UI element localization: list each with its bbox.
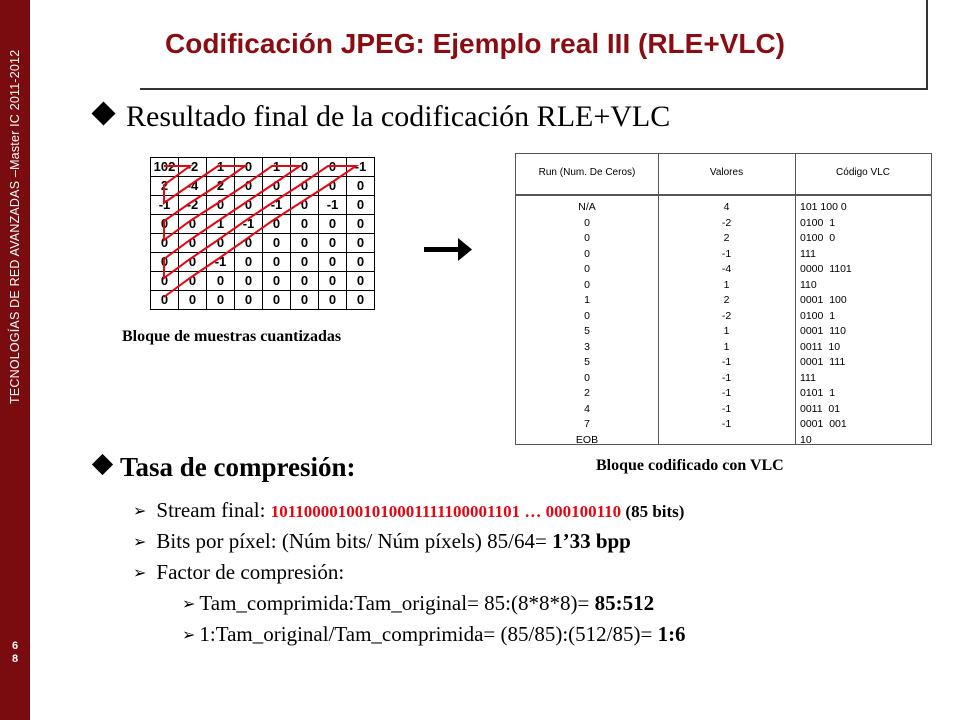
vlc-code-cell: 0101 1 bbox=[800, 387, 836, 399]
matrix-cell: 1 bbox=[207, 158, 235, 177]
matrix-cell: 1 bbox=[263, 158, 291, 177]
matrix-cell: 0 bbox=[235, 196, 263, 215]
matrix-cell: 0 bbox=[347, 215, 375, 234]
vlc-code-cell: 0100 0 bbox=[800, 232, 836, 244]
matrix-row bbox=[151, 291, 375, 310]
vlc-run-cell: 1 bbox=[584, 294, 590, 306]
matrix-row bbox=[151, 215, 375, 234]
vlc-code-cell: 111 bbox=[800, 371, 816, 384]
vlc-value-cell: -1 bbox=[721, 371, 732, 384]
vlc-value-cell bbox=[658, 433, 795, 449]
matrix-row bbox=[151, 272, 375, 291]
factor-line bbox=[133, 560, 344, 585]
matrix-cell: 2 bbox=[151, 177, 179, 196]
vlc-run-cell: 5 bbox=[584, 356, 590, 368]
vlc-run-cell: 0 bbox=[584, 247, 590, 260]
arrow-bullet-icon: ➢ bbox=[133, 563, 147, 582]
sidebar-bar bbox=[0, 0, 30, 720]
diamond-bullet-icon bbox=[92, 454, 113, 475]
vlc-run-cell: 0 bbox=[584, 309, 590, 322]
matrix-row bbox=[151, 177, 375, 196]
matrix-cell: 0 bbox=[207, 196, 235, 215]
vlc-value-cell: -1 bbox=[721, 247, 732, 260]
vlc-header-code: Código VLC bbox=[836, 167, 890, 178]
matrix-cell: 0 bbox=[291, 234, 319, 253]
vlc-value-cell: 2 bbox=[723, 232, 730, 244]
vlc-run-cell: 0 bbox=[584, 278, 590, 291]
matrix-cell: 0 bbox=[291, 272, 319, 291]
bpp-value: 1’33 bpp bbox=[552, 529, 631, 553]
matrix-cell: 0 bbox=[263, 177, 291, 196]
matrix-cell: 0 bbox=[179, 272, 207, 291]
bullet-result-text: Resultado final de la codificación RLE+VLC bbox=[126, 100, 671, 133]
stream-bits: 101100001001010001111100001101 … 000100110 bbox=[270, 502, 622, 521]
vlc-code-cell: 0100 1 bbox=[800, 309, 836, 322]
vlc-code-cell: 101 100 0 bbox=[800, 201, 847, 213]
matrix-cell: 0 bbox=[291, 253, 319, 272]
matrix-cell: 0 bbox=[263, 234, 291, 253]
ratio2-label: 1:Tam_original/Tam_comprimida= (85/85):(512/85)= bbox=[199, 622, 658, 646]
bullet-result bbox=[95, 100, 670, 134]
matrix-row bbox=[151, 158, 375, 177]
vlc-code-cell: 0100 1 bbox=[800, 216, 836, 229]
quantized-block-matrix bbox=[150, 157, 375, 310]
matrix-caption: Bloque de muestras cuantizadas bbox=[122, 328, 342, 345]
matrix-cell: 0 bbox=[151, 215, 179, 234]
matrix-cell: -1 bbox=[263, 196, 291, 215]
title-frame-vertical bbox=[926, 0, 928, 88]
ratio1-value: 85:512 bbox=[594, 591, 655, 615]
stream-bit-count: (85 bits) bbox=[621, 502, 685, 521]
matrix-cell: 0 bbox=[207, 291, 235, 310]
vlc-caption: Bloque codificado con VLC bbox=[596, 457, 784, 474]
page-number-digit: 6 bbox=[11, 640, 19, 652]
matrix-cell: 0 bbox=[207, 234, 235, 253]
matrix-cell: 0 bbox=[347, 234, 375, 253]
ratio1-label: Tam_comprimida:Tam_original= 85:(8*8*8)= bbox=[199, 591, 595, 615]
matrix-cell: 0 bbox=[179, 215, 207, 234]
vlc-header-values: Valores bbox=[709, 167, 744, 178]
vlc-code-cell: 0001 100 bbox=[800, 294, 847, 306]
matrix-cell: 0 bbox=[347, 272, 375, 291]
matrix-cell: 0 bbox=[263, 253, 291, 272]
matrix-cell: 0 bbox=[151, 253, 179, 272]
arrow-bullet-icon: ➢ bbox=[182, 594, 196, 613]
matrix-cell: 0 bbox=[347, 196, 375, 215]
matrix-cell: 0 bbox=[235, 177, 263, 196]
vlc-run-cell: 4 bbox=[584, 402, 590, 415]
vlc-run-cell: 0 bbox=[584, 371, 590, 384]
matrix-cell: -1 bbox=[207, 253, 235, 272]
matrix-cell: -1 bbox=[151, 196, 179, 215]
matrix-cell: 0 bbox=[151, 234, 179, 253]
matrix-cell: 0 bbox=[319, 177, 347, 196]
vlc-value-cell: 1 bbox=[723, 325, 730, 337]
matrix-cell: 0 bbox=[347, 177, 375, 196]
matrix-cell: 0 bbox=[263, 272, 291, 291]
vlc-code-cell: 0001 111 bbox=[800, 356, 846, 368]
matrix-cell: 0 bbox=[235, 158, 263, 177]
vlc-value-cell: -2 bbox=[721, 216, 732, 229]
matrix-cell: 0 bbox=[235, 234, 263, 253]
vlc-code-cell: 0001 110 bbox=[800, 325, 846, 337]
vlc-value-cell: -1 bbox=[721, 402, 732, 415]
sidebar-course-label: TECNOLOGÍAS DE RED AVANZADAS –Master IC 2011-2012 bbox=[8, 49, 22, 405]
matrix-cell: 0 bbox=[179, 291, 207, 310]
matrix-cell: 0 bbox=[151, 272, 179, 291]
factor-label: Factor de compresión: bbox=[156, 560, 345, 584]
vlc-code-column bbox=[800, 200, 930, 448]
vlc-value-cell: -4 bbox=[721, 263, 732, 275]
matrix-cell: 0 bbox=[235, 272, 263, 291]
vlc-value-cell: 1 bbox=[723, 278, 730, 291]
matrix-cell: 0 bbox=[207, 272, 235, 291]
arrow-bullet-icon: ➢ bbox=[182, 625, 196, 644]
vlc-run-cell: 3 bbox=[584, 340, 590, 353]
ratio1-line bbox=[182, 591, 654, 616]
matrix-cell: 0 bbox=[319, 291, 347, 310]
vlc-code-cell: 0011 10 bbox=[800, 340, 841, 353]
matrix-cell: 0 bbox=[347, 291, 375, 310]
vlc-code-cell: 110 bbox=[800, 278, 817, 291]
vlc-value-cell: 1 bbox=[723, 340, 730, 353]
vlc-run-cell: 7 bbox=[584, 418, 590, 430]
matrix-cell: 0 bbox=[151, 291, 179, 310]
matrix-cell: -2 bbox=[179, 158, 207, 177]
vlc-value-cell: -2 bbox=[721, 309, 732, 322]
stream-line bbox=[133, 498, 684, 523]
slide-title: Codificación JPEG: Ejemplo real III (RLE+VLC) bbox=[165, 28, 786, 59]
matrix-row bbox=[151, 234, 375, 253]
right-arrow-icon bbox=[424, 235, 474, 265]
matrix-cell: 0 bbox=[319, 234, 347, 253]
matrix-cell: 0 bbox=[179, 234, 207, 253]
vlc-value-cell: 4 bbox=[723, 201, 730, 213]
vlc-code-cell: 0001 001 bbox=[800, 418, 847, 430]
vlc-values-column bbox=[658, 200, 795, 448]
matrix-cell: 0 bbox=[319, 272, 347, 291]
vlc-column-divider bbox=[795, 154, 796, 444]
ratio2-line bbox=[182, 622, 686, 647]
vlc-run-cell: 5 bbox=[584, 325, 590, 337]
matrix-cell: 0 bbox=[179, 253, 207, 272]
stream-label: Stream final: bbox=[156, 498, 271, 522]
diamond-bullet-icon bbox=[91, 101, 115, 125]
vlc-run-cell: EOB bbox=[575, 433, 599, 446]
bullet-compression bbox=[95, 452, 356, 483]
matrix-cell: 2 bbox=[207, 177, 235, 196]
vlc-header-run: Run (Num. De Ceros) bbox=[538, 167, 636, 178]
matrix-cell: 0 bbox=[263, 291, 291, 310]
vlc-value-cell: -1 bbox=[721, 418, 732, 430]
vlc-run-cell: 0 bbox=[584, 232, 590, 244]
matrix-cell: 0 bbox=[235, 253, 263, 272]
vlc-run-column bbox=[516, 200, 658, 448]
page-number-digit: 8 bbox=[11, 653, 19, 665]
matrix-cell: 0 bbox=[319, 253, 347, 272]
vlc-run-cell: 0 bbox=[584, 263, 590, 275]
matrix-cell: 0 bbox=[319, 215, 347, 234]
vlc-run-cell: N/A bbox=[578, 201, 596, 213]
vlc-value-cell: 2 bbox=[723, 294, 730, 306]
matrix-cell: -1 bbox=[235, 215, 263, 234]
matrix-cell: -1 bbox=[319, 196, 347, 215]
vlc-run-cell: 2 bbox=[584, 387, 590, 399]
matrix-cell: 102 bbox=[151, 158, 179, 177]
matrix-cell: -2 bbox=[179, 196, 207, 215]
matrix-cell: 1 bbox=[207, 215, 235, 234]
bpp-line bbox=[133, 529, 631, 554]
vlc-code-cell: 10 bbox=[800, 433, 812, 446]
matrix-cell: 0 bbox=[235, 291, 263, 310]
vlc-code-cell: 0000 1101 bbox=[800, 263, 852, 275]
matrix-row bbox=[151, 253, 375, 272]
vlc-run-cell: 0 bbox=[584, 216, 590, 229]
bullet-compression-text: Tasa de compresión: bbox=[120, 452, 356, 482]
vlc-value-cell: -1 bbox=[721, 387, 732, 399]
matrix-cell: 0 bbox=[347, 253, 375, 272]
vlc-value-cell: -1 bbox=[721, 356, 732, 368]
vlc-table bbox=[515, 153, 932, 445]
ratio2-value: 1:6 bbox=[657, 622, 686, 646]
bpp-label: Bits por píxel: (Núm bits/ Núm píxels) 85/64= bbox=[156, 529, 553, 553]
matrix-cell: -4 bbox=[179, 177, 207, 196]
matrix-row bbox=[151, 196, 375, 215]
matrix-cell: 0 bbox=[263, 215, 291, 234]
vlc-code-cell: 111 bbox=[800, 247, 816, 260]
arrow-bullet-icon: ➢ bbox=[133, 501, 147, 520]
matrix-cell: 0 bbox=[291, 196, 319, 215]
matrix-cell: 0 bbox=[291, 177, 319, 196]
matrix-cell: 0 bbox=[291, 291, 319, 310]
arrow-bullet-icon: ➢ bbox=[133, 532, 147, 551]
matrix-cell: -1 bbox=[347, 158, 375, 177]
matrix-cell: 0 bbox=[291, 215, 319, 234]
matrix-cell: 0 bbox=[319, 158, 347, 177]
vlc-code-cell: 0011 01 bbox=[800, 402, 841, 415]
matrix-cell: 0 bbox=[291, 158, 319, 177]
title-underline bbox=[140, 88, 928, 90]
page-number bbox=[0, 640, 30, 666]
